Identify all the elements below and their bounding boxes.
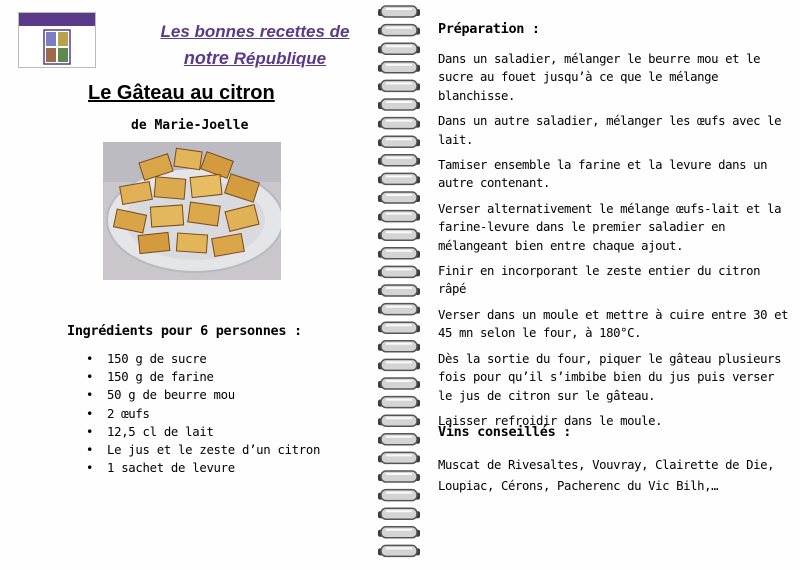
spiral-ring	[378, 434, 420, 445]
preparation-step: Tamiser ensemble la farine et la levure dans un autre contenant.	[438, 158, 768, 191]
republic-logo-icon	[18, 12, 96, 68]
spiral-ring	[378, 155, 420, 166]
spiral-ring	[378, 397, 420, 408]
spiral-ring	[378, 527, 420, 538]
preparation-steps	[438, 50, 793, 437]
spiral-ring	[378, 43, 420, 54]
spiral-ring	[378, 248, 420, 259]
preparation-step: Dès la sortie du four, piquer le gâteau plusieurs fois pour qu’il s’imbibe bien du jus puis verser le jus de citron sur le gâteau.	[438, 351, 782, 403]
spiral-ring	[378, 359, 420, 370]
spiral-ring	[378, 322, 420, 333]
site-title-line1: Les bonnes recettes de	[160, 22, 350, 41]
site-title	[120, 18, 390, 72]
spiral-ring	[378, 211, 420, 222]
spiral-ring	[378, 6, 420, 17]
wines-text: Muscat de Rivesaltes, Vouvray, Clairette de Die, Loupiac, Cérons, Pacherenc du Vic Bilh,…	[438, 458, 775, 493]
ingredient-item: • 2 œufs	[86, 405, 320, 423]
preparation-step: Verser dans un moule et mettre à cuire entre 30 et 45 mn selon le four, à 180°C.	[438, 307, 789, 341]
spiral-ring	[378, 415, 420, 426]
spiral-ring	[378, 471, 420, 482]
ingredient-item: • 50 g de beurre mou	[86, 386, 320, 404]
lemon-cake-photo	[103, 142, 281, 280]
ingredient-item: • Le jus et le zeste d’un citron	[86, 441, 320, 459]
preparation-step: Dans un autre saladier, mélanger les œufs avec le lait.	[438, 114, 782, 147]
spiral-ring	[378, 545, 420, 556]
spiral-ring	[378, 378, 420, 389]
site-title-word-notre: notre	[183, 48, 229, 68]
ingredients-list	[86, 350, 320, 477]
ingredient-item: • 1 sachet de levure	[86, 459, 320, 477]
spiral-ring	[378, 490, 420, 501]
spiral-ring	[378, 25, 420, 36]
spiral-ring	[378, 285, 420, 296]
left-page	[0, 0, 372, 570]
spiral-ring	[378, 80, 420, 91]
ingredient-item: • 150 g de sucre	[86, 350, 320, 368]
recipe-title: Le Gâteau au citron	[88, 82, 275, 104]
spiral-ring	[378, 266, 420, 277]
spiral-ring	[378, 229, 420, 240]
spiral-ring	[378, 62, 420, 73]
spiral-ring	[378, 192, 420, 203]
ingredient-item: • 12,5 cl de lait	[86, 423, 320, 441]
notebook-spiral-binding	[376, 0, 426, 570]
spiral-ring	[378, 341, 420, 352]
ingredients-heading: Ingrédients pour 6 personnes :	[67, 323, 302, 339]
spiral-ring	[378, 173, 420, 184]
preparation-step: Laisser refroidir dans le moule.	[438, 413, 663, 428]
spiral-ring	[378, 508, 420, 519]
recipe-author: de Marie-Joelle	[131, 118, 249, 133]
wines-heading: Vins conseillés :	[438, 424, 572, 440]
spiral-ring	[378, 304, 420, 315]
preparation-step: Finir en incorporant le zeste entier du citron râpé	[438, 264, 761, 297]
preparation-heading: Préparation :	[438, 21, 540, 37]
preparation-step: Dans un saladier, mélanger le beurre mou et le sucre au fouet jusqu’à ce que le mélange blanchisse.	[438, 52, 761, 103]
spiral-ring	[378, 136, 420, 147]
spiral-ring	[378, 99, 420, 110]
ingredient-item: • 150 g de farine	[86, 368, 320, 386]
spiral-ring	[378, 452, 420, 463]
spiral-ring	[378, 118, 420, 129]
preparation-step: Verser alternativement le mélange œufs-lait et la farine-levure dans le premier saladier en mélangeant bien entre chaque ajout.	[438, 201, 782, 253]
site-title-line2: République	[228, 49, 327, 68]
